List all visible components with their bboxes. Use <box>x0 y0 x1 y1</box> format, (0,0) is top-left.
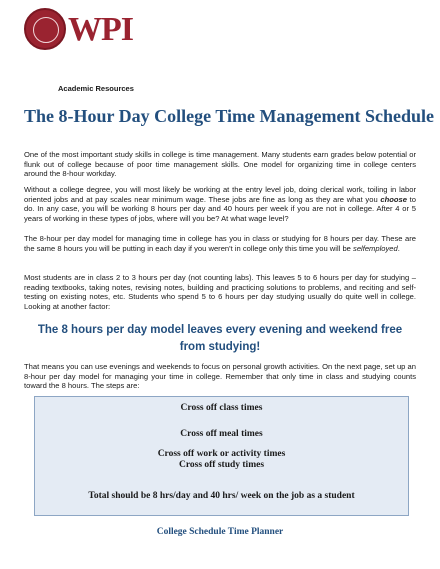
paragraph-evenings: That means you can use evenings and weekends to focus on personal growth activities. On the next page, set up an 8-hour per day model for managing your time in college. Remember that only time in class and studying counts toward the 8 hours. The steps are: <box>24 362 416 391</box>
steps-box <box>34 396 409 516</box>
step-meal-times: Cross off meal times <box>180 429 263 439</box>
paragraph-intro: One of the most important study skills in college is time management. Many students earn grades below potential or flunk out of college because of poor time management skills. One model for organizing time in college centers around the 8-hour workday. <box>24 150 416 179</box>
step-total: Total should be 8 hrs/day and 40 hrs/ week on the job as a student <box>88 491 355 501</box>
paragraph-model-text-b: . <box>397 243 400 253</box>
footer-title: College Schedule Time Planner <box>156 527 284 537</box>
callout-heading: The 8 hours per day model leaves every evening and weekend free from studying! <box>37 324 403 353</box>
paragraph-degree <box>24 185 416 224</box>
emphasis-choose: choose <box>380 194 407 204</box>
paragraph-model <box>24 234 416 253</box>
step-class-times: Cross off class times <box>180 403 263 413</box>
paragraph-students: Most students are in class 2 to 3 hours per day (not counting labs). This leaves 5 to 6 hours per day for studying – reading textbooks, taking notes, revising notes, building and practicing solutions to problems, and reciting and self-testing on existing notes, etc. Students who spend 5 to 6 hours per day studying usually do quite well in college. Looking at another factor: <box>24 273 416 312</box>
page-title: The 8-Hour Day College Time Management Schedule <box>24 106 434 126</box>
wpi-logo <box>24 8 134 54</box>
logo-text: WPI <box>68 11 133 48</box>
paragraph-model-text-a: The 8-hour per day model for managing time in college has you in class or studying for 8 hours per day. These are the same 8 hours you will be putting in each day if you weren't in college only this time you will be <box>24 234 416 253</box>
paragraph-degree-text-b: to do. In any case, you will be working 8 hours per day and 40 hours per week if you are not in college. After 4 or 5 years of working in these types of jobs, where will you be? At what wage level? <box>24 194 416 224</box>
emphasis-selfemployed: selfemployed <box>353 243 398 253</box>
step-work-times: Cross off work or activity times <box>157 449 286 459</box>
department-label: Academic Resources <box>58 84 134 93</box>
step-study-times: Cross off study times <box>178 460 265 470</box>
wpi-seal-icon <box>24 8 66 50</box>
paragraph-degree-text-a: Without a college degree, you will most likely be working at the entry level job, doing clerical work, toiling in labor oriented jobs and at pay scales near minimum wage. These jobs are fine as long as they are what you <box>24 185 416 204</box>
